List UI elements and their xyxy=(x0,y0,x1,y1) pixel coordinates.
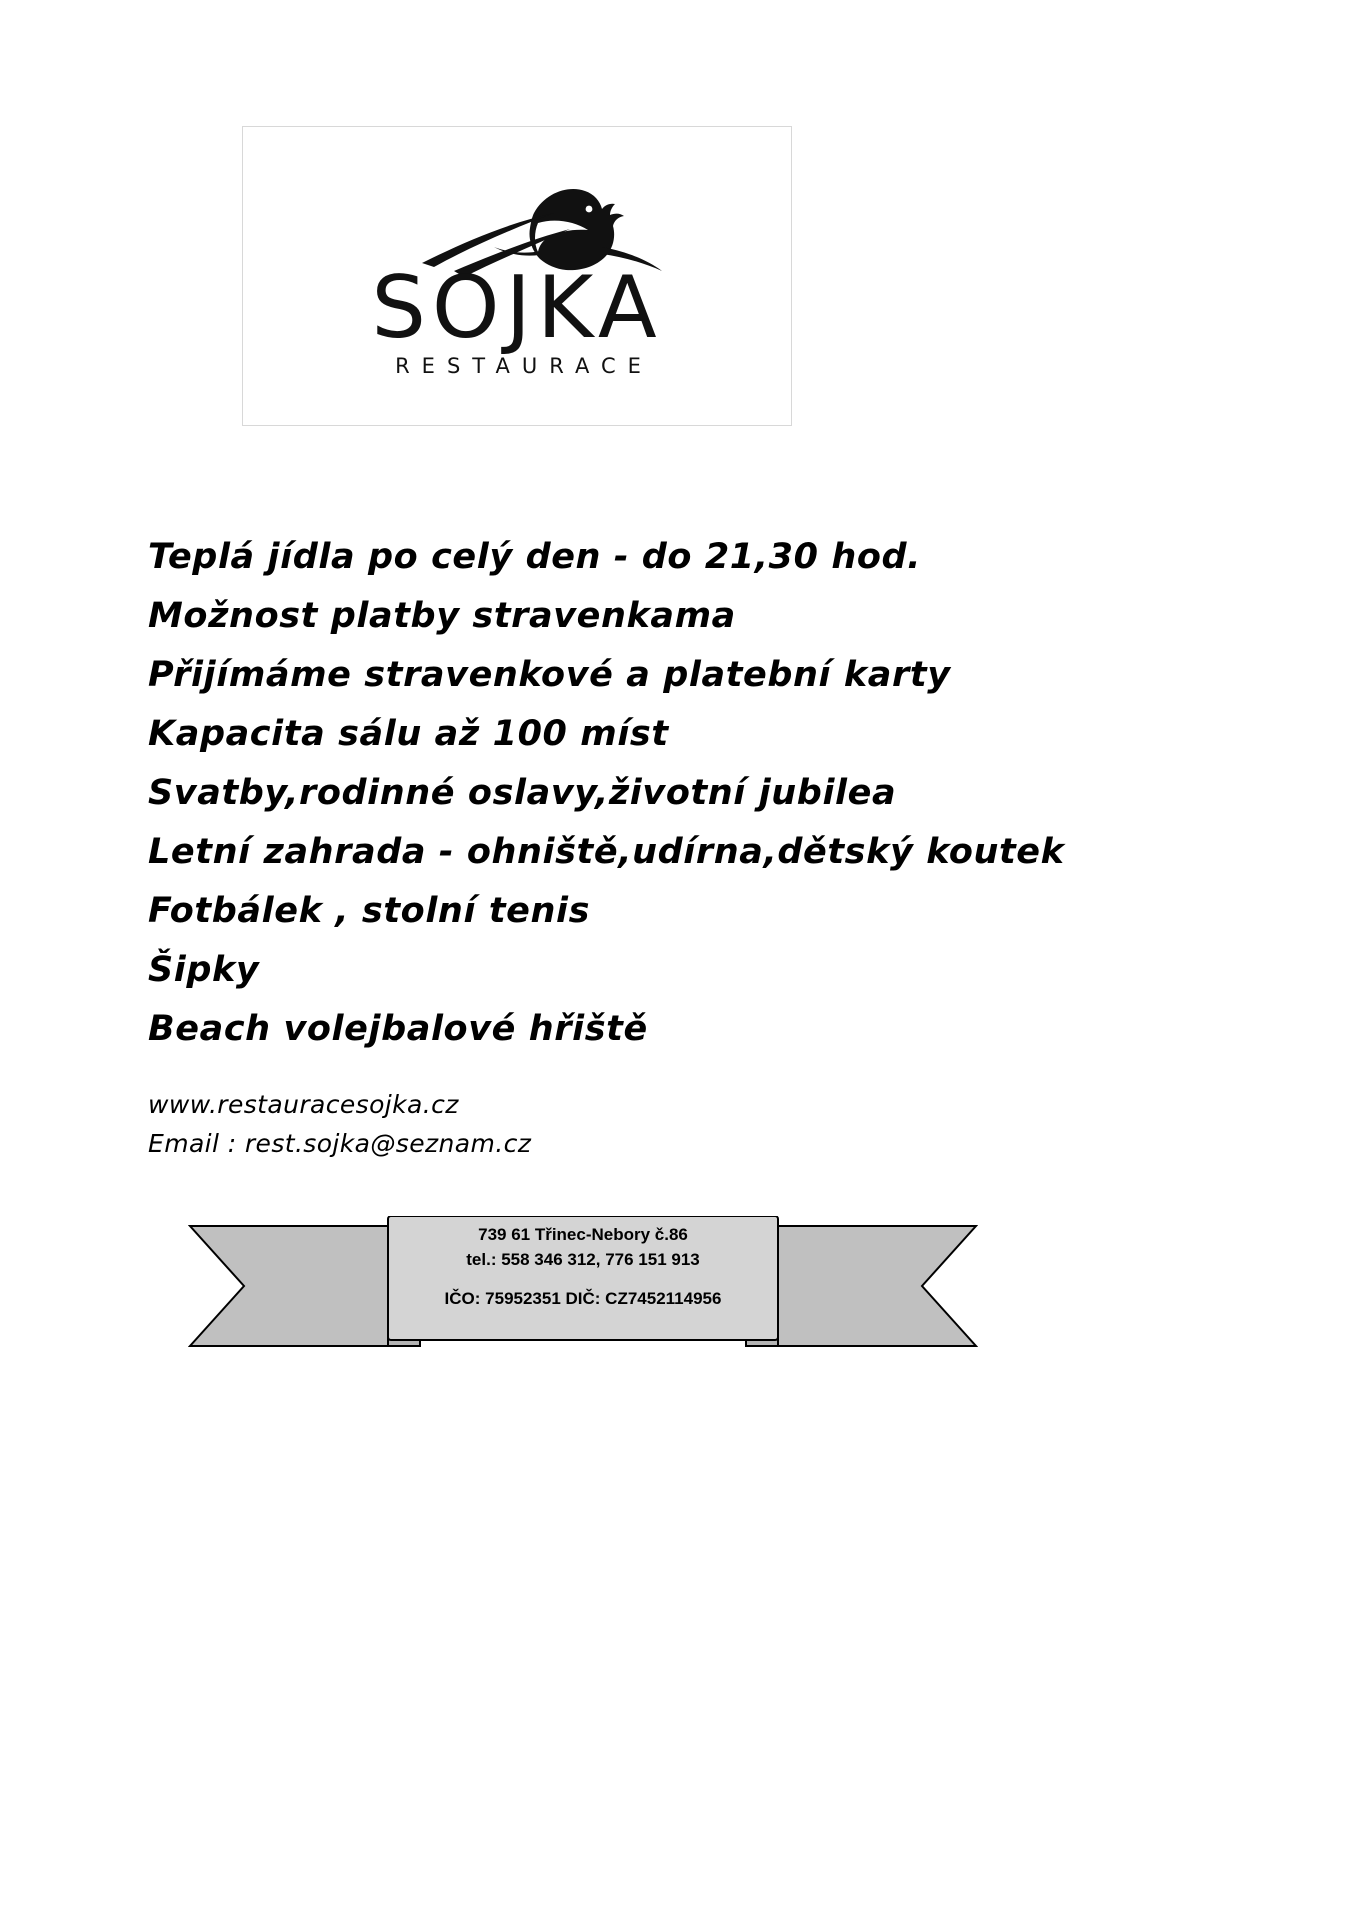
ribbon-banner xyxy=(188,1216,978,1356)
ribbon-center-panel xyxy=(388,1216,778,1340)
ribbon-tax-ids: IČO: 75952351 DIČ: CZ7452114956 xyxy=(444,1289,722,1308)
feature-line: Šipky xyxy=(148,950,260,990)
feature-line: Možnost platby stravenkama xyxy=(148,596,736,636)
ribbon-left-tail xyxy=(190,1226,388,1346)
ribbon-phone: tel.: 558 346 312, 776 151 913 xyxy=(466,1250,700,1269)
feature-line: Teplá jídla po celý den - do 21,30 hod. xyxy=(148,537,922,577)
logo-inner xyxy=(243,127,791,425)
svg-text:RESTAURACE: RESTAURACE xyxy=(395,354,653,378)
feature-line: Kapacita sálu až 100 míst xyxy=(148,714,669,754)
restaurant-logo xyxy=(302,151,732,401)
features-list xyxy=(148,528,1208,1059)
feature-line: Přijímáme stravenkové a platební karty xyxy=(148,655,951,695)
email-link[interactable]: Email : rest.sojka@seznam.cz xyxy=(148,1129,532,1158)
svg-text:SOJKA: SOJKA xyxy=(371,258,663,358)
feature-line: Fotbálek , stolní tenis xyxy=(148,891,591,931)
ribbon-right-tail xyxy=(778,1226,976,1346)
logo-box xyxy=(242,126,792,426)
feature-line: Beach volejbalové hřiště xyxy=(148,1009,648,1049)
website-link[interactable]: www.restauracesojka.cz xyxy=(148,1090,459,1119)
ribbon-address: 739 61 Třinec-Nebory č.86 xyxy=(478,1225,688,1244)
contact-block xyxy=(148,1085,948,1163)
feature-line: Svatby,rodinné oslavy,životní jubilea xyxy=(148,773,897,813)
feature-line: Letní zahrada - ohniště,udírna,dětský koutek xyxy=(148,832,1065,872)
